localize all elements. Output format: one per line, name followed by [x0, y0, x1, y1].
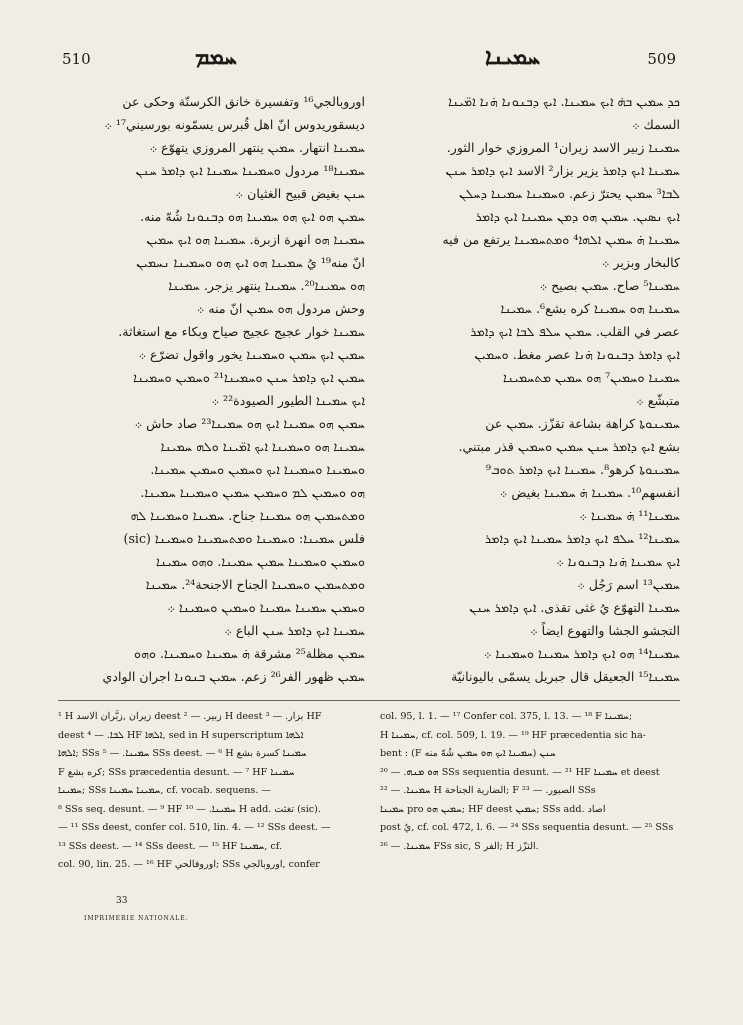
footnotes-right — [380, 708, 680, 856]
entry-line: ܚܡܝܢܐ¹⁴ ܗܘ ܐܝܟ ܕܐܡܪ ܚܡܝܢܐ ܘܚܡܝܢܐ ܀ — [483, 646, 680, 661]
right-column — [374, 90, 680, 690]
left-column — [58, 90, 365, 690]
footnotes-left — [58, 708, 358, 875]
entry-line: ܚܡܝܢܐ التهوّع يُ غثى تقذى. ܐܝܟ ܕܐܡܪ ܚܢܢ — [469, 600, 680, 615]
entry-line: ܚܡܝܢܘܬܐ كره‍و⁸. ܚܡܝܢܐ ܐܝܟ ܕܐܡܪ ܬܘܒ⁹ — [485, 462, 680, 477]
entry-line: ܐܝܟ ܕܐܡܪ ܕܒܢܘܢܐ ܗ̇ܢܐ عصر مغط. ܘܚܡܝܢ — [474, 347, 680, 362]
footnote-line: ܚܡܝܢܐ pro ܚܡܝܢ ܗܘ; HF deest ܚܡܝܢ; SSs add. اصاد — [380, 803, 606, 815]
entry-line: ܚܡܝܢ ܗܘ ܐܝܟ ܗܘ ܚܡܝܢܐ ܗܘ ܕܒܢܘܢܐ شُهّ منه. — [140, 209, 365, 224]
right-running-head: ܚܡܝܢܐ — [485, 44, 541, 70]
entry-line: ܠܒܐ³ ܚܡܝܢ يحترّ زعم. ܘܚܡܝܢܐ ܚܡܝܢܐ ܕܚܠܢ — [459, 186, 680, 201]
footnote-line: ܚܡܝܢܐ; SSs ܚܡܝܢܐ ܚܡܝܢܐ, cf. vocab. sequens. — — [58, 785, 272, 796]
entry-line: ܚܡܝܢܐ¹¹ ܗ̇ ܚܡܝܢܐ ܀ — [579, 508, 680, 523]
footnote-line: ⁸ SSs seq. desunt. — ⁹ HF ܚܡܝܢܐ. — ¹⁰ H add. تغثت (sic). — [58, 803, 321, 815]
left-running-head: ܚܡܡ — [195, 44, 237, 70]
entry-line: انّ منه¹⁹ يُ ܚܡܝܢܐ ܗܘ ܐܝܟ ܗܘ ܘܚܡܝܢܐ ܢܚܡܝܢ — [136, 255, 365, 270]
entry-line: ܚܡܝܢܐ¹⁵ الجعيقل قال جبريل يسمّى باليونانيّة — [451, 669, 680, 684]
entry-line: ܘܡܬܚܡܝܢ ܗܘ ܚܡܝܢܐ جناح. ܚܡܝܢܐ ܘܚܡܝܢܐ ܠܗ — [130, 508, 365, 523]
printer-imprint: IMPRIMERIE NATIONALE. — [84, 915, 189, 922]
entry-line: ܐܝܟ ܢܣܝܢ. ܚܡܝܢ ܗܘ ܕܡܢ ܚܡܝܢܐ ܐܝܟ ܕܐܡܪ — [475, 209, 680, 224]
entry-line: ܘܚܡܝܢܐ ܘܚܡܝܢܐ ܐܝܟ ܘܚܡܝܢ ܘܚܡܝܢ ܚܡܝܢܐ. — [150, 462, 365, 477]
entry-line: ܚܡܝܢ ظهور الفر²⁶ زعم. ܚܡܝܢ ܒܢܘܢܐ اجران الوادي — [102, 669, 365, 684]
entry-line: ܚܡܝܢܐ¹⁸ مردول ܘܚܡܝܢܐ ܚܡܝܢܐ ܐܝܟ ܕܐܡܪ ܚܢܢ — [135, 163, 365, 178]
entry-line: ܗܘ ܚܡܝܢܐ²⁰. ܚܡܝܢܐ ينتهر يزجر. ܚܡܝܢܐ — [168, 278, 365, 293]
right-page-number: 509 — [647, 50, 676, 68]
entry-line: ديسقوريدوس انّ اهل قُبرس يسمّونه بورسيني¹⁷ ܀ — [104, 117, 365, 132]
entry-line: ܚܡܝܢܘܬܐ كراهة بشاعة تقزّز. ܚܡܝܢ عن — [485, 416, 680, 431]
entry-line: ܘܡܬܚܡܝܢ ܘܚܡܝܢܐ الجناح الاجنحة²⁴. ܚܡܝܢܐ — [145, 577, 365, 592]
footnote-line: ܗܘ ܡܢܗ. — ²⁰ SSs sequentia desunt. — ²¹ HF ܚܡܝܢܐ et deest — [380, 766, 660, 778]
entry-line: وحش مردول ܗܘ ܚܡܝܢ انّ منه ܀ — [196, 301, 365, 316]
entry-line: ܚܡܝܢ ܐܝܟ ܚܡܝܢ ܘܚܡܝܢܐ يخور واقول تضرّع ܀ — [138, 347, 365, 362]
entry-line: ܗܘ ܘܚܡܝܢ ܠܡ ܘܚܡܝܢ ܚܡܝܢ ܘܚܡܝܢܐ ܚܡܝܢܐ. — [140, 485, 365, 500]
entry-line: ܚܡܝܢܐ ܗܘ ܚܡܝܢܐ كره بشع⁶. ܚܡܝܢܐ — [500, 301, 680, 316]
entry-line: ܚܡܝܢܐ ܐܝܟ ܕܐܡܪ يزير بزار² الاسد ܐܝܟ ܕܐܡܪ ܚܢܢ — [445, 163, 680, 178]
signature-mark: 33 — [116, 896, 128, 906]
footnote-line: H ܚܡܝܢܐ, cf. col. 509, l. 19. — ¹⁹ HF præcedentia sic ha- — [380, 729, 646, 741]
entry-line: ܐܝܟ ܚܡܝܢܐ ܗ̇ܢܐ ܕܒܢܘܢܐ ܀ — [556, 554, 680, 569]
entry-line: ܚܡܝܢ¹³ اسم رَجُل ܀ — [577, 577, 680, 592]
entry-line: ܚܡܝܢܐ ܘܚܡܝܢ⁷ ܗܘ ܚܡܝܢ ܡܬܚܡܝܢܐ — [503, 370, 680, 385]
footnote-line: ¹³ SSs deest. — ¹⁴ SSs deest. — ¹⁵ HF ܚܡܝܢܐ, cf. — [58, 840, 282, 852]
entry-line: بشع ܐܝܟ ܕܐܡܪ ܚܢܢ ܚܡܝܢ ܘܚܡܝܢ قذر مبتني. — [458, 439, 680, 454]
footnote-line: ܚܡܝܢܐ. — ²⁶ FSs sic, S الفر; H التزّز. — [380, 840, 539, 852]
entry-line: انفسهم¹⁰. ܚܡܝܢܐ ܗ̇ ܚܡܝܢܐ بغيض ܀ — [499, 485, 680, 500]
entry-line: متبشّع ܀ — [636, 393, 680, 408]
footnote-line: col. 90, lin. 25. — ¹⁶ HF اوروفالحي; SSs اوروبالجي, confer — [58, 859, 320, 870]
entry-line: السمك ܀ — [631, 117, 680, 132]
entry-line: ܟܕ ܚܡܝܢ ܒܗ̇ ܐܝܟ ܚܡܝܢܐ. ܐܝܟ ܕܒܢܘܢܐ ܗ̇ܢܐ ܐܡ̈ܝܢܐ — [448, 94, 680, 109]
entry-line: ܘܚܡܝܢ ܘܚܡܝܢܐ ܚܡܝܢ ܚܡܝܢܐ. ܘܗܘ ܚܡܝܢܐ — [155, 554, 365, 569]
entry-line: ܚܡܝܢܐ ܗܘ ܘܚܡܝܢܐ ܐܝܟ ܐܡ̈ܝܢܐ ܘܠܗ ܚܡܝܢܐ — [160, 439, 365, 454]
footnote-line: col. 95, l. 1. — ¹⁷ Confer col. 375, l. 13. — ¹⁸ F ܚܡܝܢܐ; — [380, 711, 633, 722]
left-page-number: 510 — [62, 50, 91, 68]
entry-line: ܚܡܝܢ ܐܝܟ ܕܐܡܪ ܚܢܢ ܘܚܡܝܢܐ²¹ ܘܚܡܝܢ ܘܚܡܝܢܐ — [133, 370, 365, 385]
entry-line: ܚܡܝܢܐ⁵ صاح. ܚܡܝܢ بصيح ܀ — [539, 278, 680, 293]
entry-line: ܚܡܝܢܐ ܗ̇ ܚܡܝܢ ܐܠܗܐ⁴ ܘܡܬܚܡܝܢܐ يرتفع من فيه — [442, 232, 680, 247]
entry-line: اوروبالجي¹⁶ وتفسيرة خانق الكرسنّة وحكى عن — [122, 94, 365, 109]
entry-line: ܚܡܝܢܐ خوار عجيج عجيج صياح وبكاء مع استغاثة. — [118, 324, 365, 339]
entry-line: ܚܡܝܢ مظلة²⁵ مشرقة ܗ̇ ܚܡܝܢܐ ܘܚܡܝܢܐ. ܘܗܘ — [134, 646, 365, 661]
entry-line: ܚܢܢ بغيض قبيح الغثيان ܀ — [235, 186, 365, 201]
entry-line: ܚܡܝܢܐ انتهار. ܚܡܝܢ ينتهر المروزي يتهوّع ܀ — [149, 140, 365, 155]
entry-line: ܐܝܟ ܚܡܝܢܐ الطيور الصيودة²² ܀ — [211, 393, 365, 408]
entry-line: ܚܡܝܢܐ زبير الاسد زيران¹ المروزي خوار الثور. — [446, 140, 680, 155]
entry-line: ܚܡܝܢܐ ܗܘ انهرة ازبرة. ܚܡܝܢܐ ܗܘ ܐܝܟ ܚܡܝܢ — [146, 232, 365, 247]
footnote-line: deest ܠܒܐ. — ⁴ HF ܐܠܗܐ, sed in H superscriptum ܐܠܗܐ — [58, 729, 304, 741]
footnote-line: F كره بشع; SSs præcedentia desunt. — ⁷ HF ܚܡܝܢܐ — [58, 766, 295, 778]
footnote-line: ܚܡܝܢܐ. — ²² H الضارية الجناحة; F الصيور. — ²³ SSs — [380, 785, 596, 796]
footnote-line: post يُ, cf. col. 472, l. 6. — ²⁴ SSs sequentia desunt. — ²⁵ SSs — [380, 822, 674, 833]
footnote-line: ܐܠܗܐ; SSs ܚܡܝܢܐ. — ⁵ SSs deest. — ⁶ H ܚܡܝܢܐ كسرة بشع — [58, 748, 307, 759]
entry-line: ܚܡܝܢ ܗܘ ܚܡܝܢܐ ܐܝܟ ܗܘ ܚܡܝܢܐ²³ صاد حاش ܀ — [134, 416, 365, 431]
footnote-rule — [58, 700, 680, 701]
footnote-line: ¹ H زيران ,زبَّران الاسد deest زبير. — ² H deest بزار. — ³ HF — [58, 711, 322, 722]
entry-line: ܚܡܝܢܐ ܐܝܟ ܕܐܡܪ ܚܢܢ الباع ܀ — [224, 623, 365, 638]
footnote-line: — ¹¹ SSs deest, confer col. 510, lin. 4. — ¹² SSs deest. — — [58, 822, 331, 833]
entry-line: فلس ܚܡܝܢܐ: ܘܚܡܝܢܐ ܘܡܬܚܡܝܢܐ ܘܚܡܝܢܐ (sic) — [123, 531, 365, 546]
entry-line: التجشو الجشا والتهوع ايضاً ܀ — [530, 623, 680, 638]
entry-line: كالبخار وبزير ܀ — [601, 255, 680, 270]
footnote-line: bent : (F ܚܡܝܢܐ ܐܝܟ ܗܘ ܚܡܝܢ شُهّ منه) ܚܢܢ — [380, 748, 556, 759]
entry-line: عصر في القلب. ܚܡܝܢ ܚܠܦ ܠܒܐ ܐܝܟ ܕܐܡܪ — [470, 324, 680, 339]
entry-line: ܘܚܡܝܢ ܚܡܝܢܐ ܚܡܝܢܐ ܘܚܡܝܢ ܘܚܡܝܢܐ ܀ — [167, 600, 365, 615]
entry-line: ܚܡܝܢܐ¹² ܚܠܦ ܐܝܟ ܕܐܡܪ ܚܡܝܢܐ ܐܝܟ ܕܐܡܪ — [484, 531, 680, 546]
